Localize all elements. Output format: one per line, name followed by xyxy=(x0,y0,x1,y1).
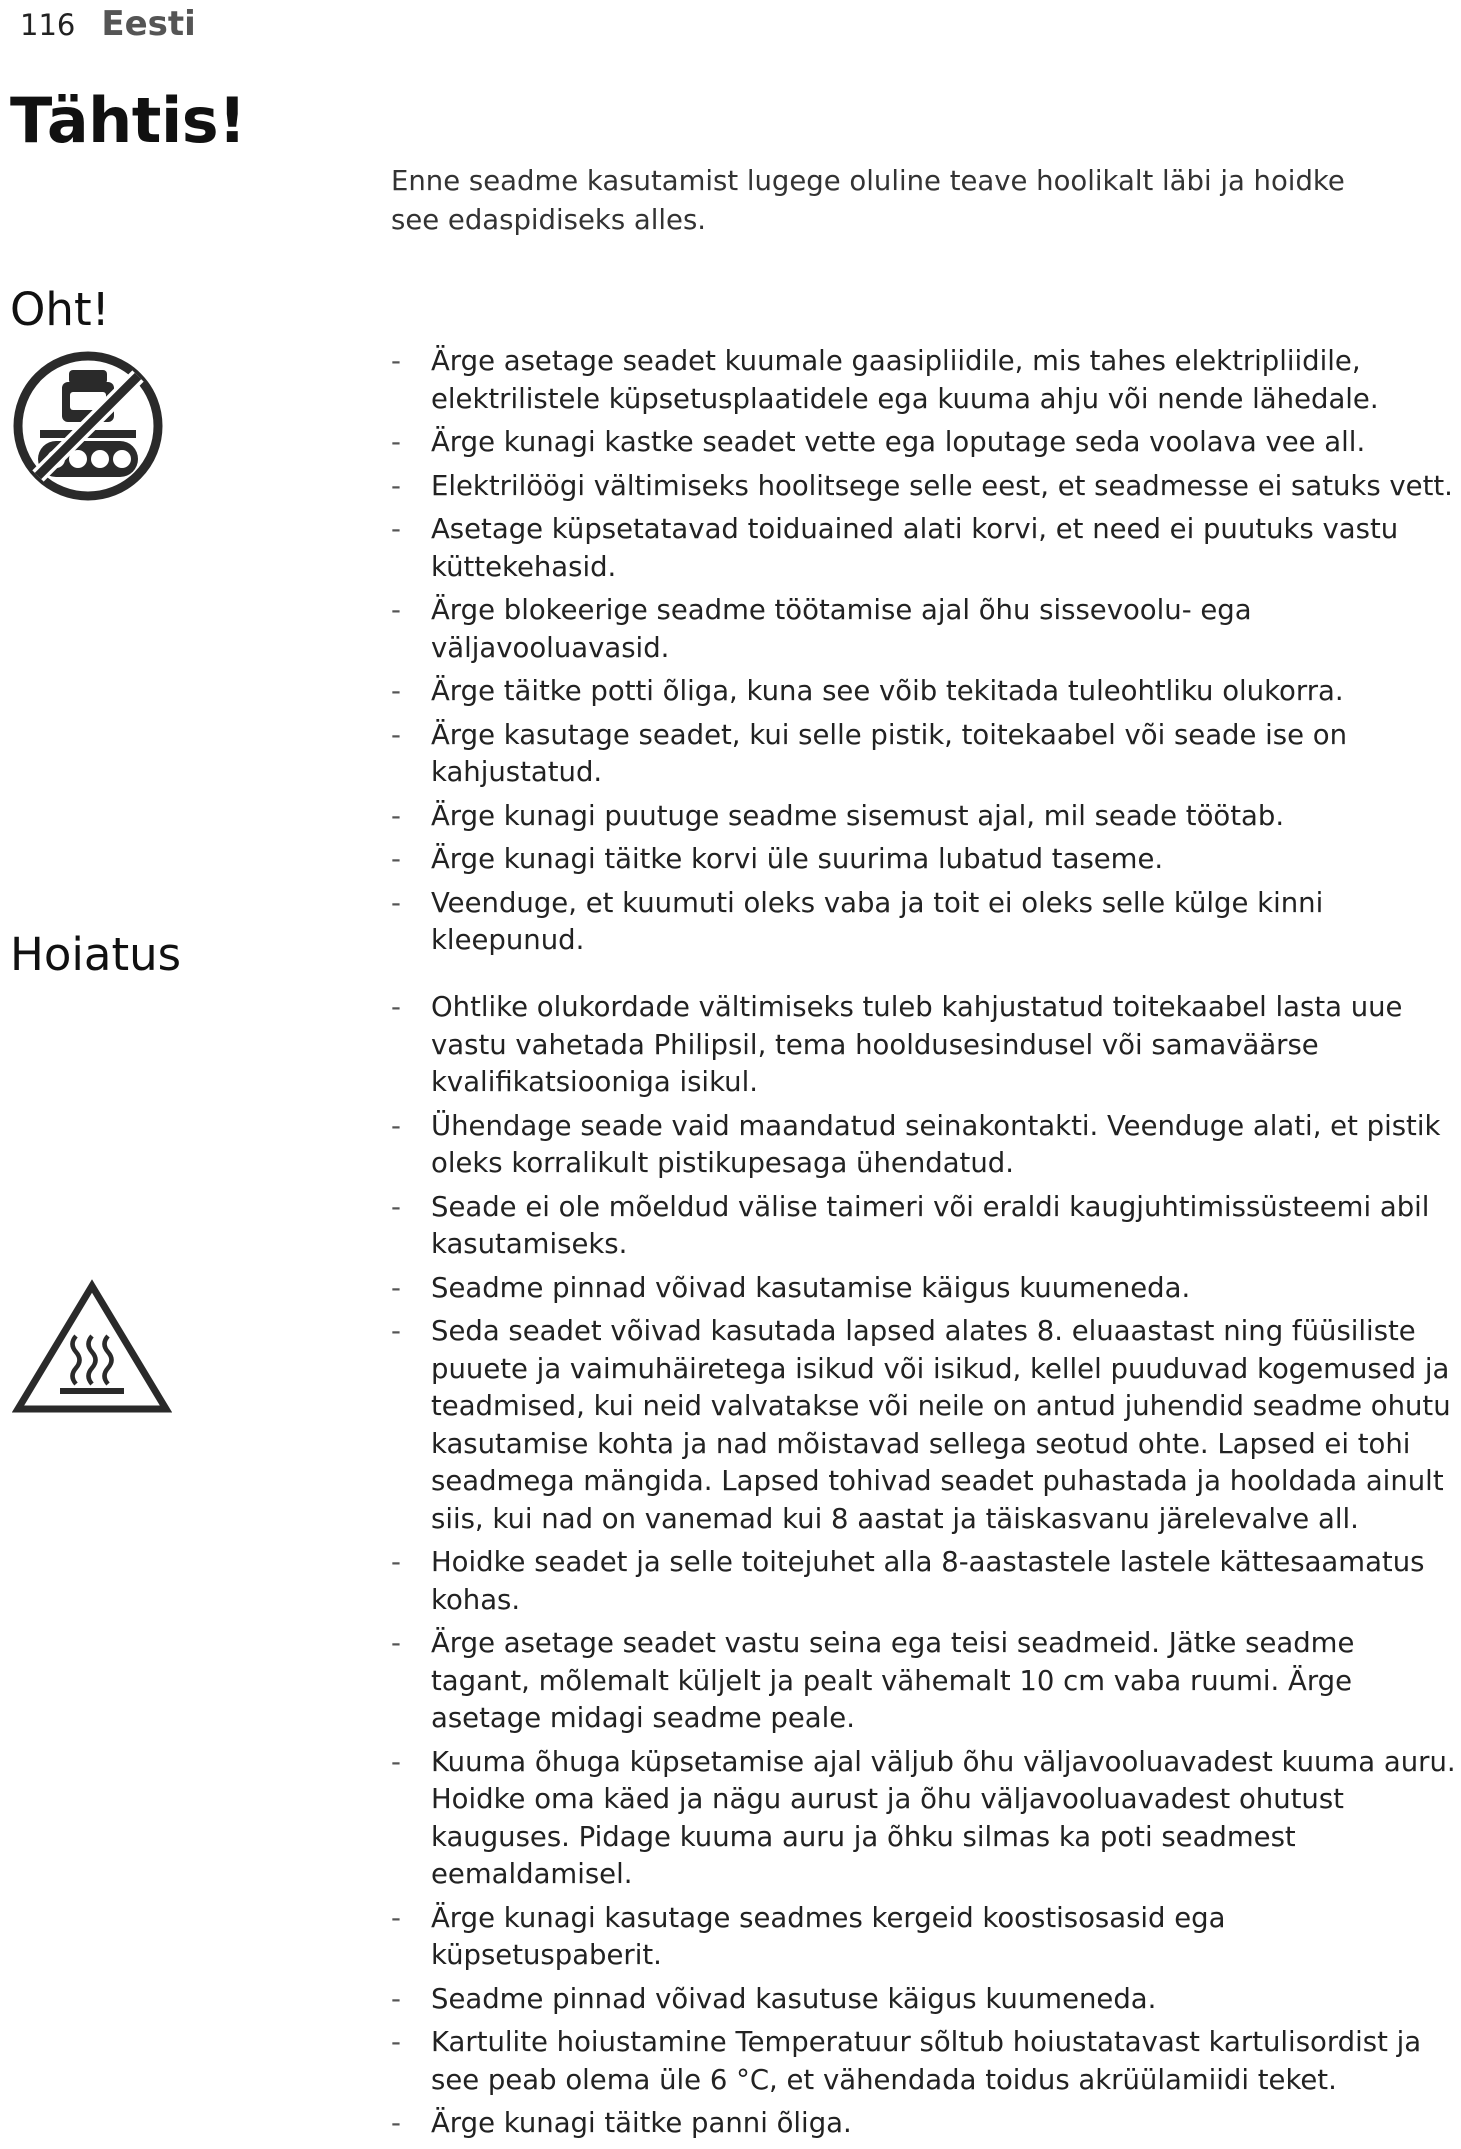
list-item: - Ohtlike olukordade vältimiseks tuleb kahjustatud toitekaabel lasta uue vastu vahetada Philipsil, tema hooldusesindusel või samaväärse kvalifikatsiooniga isikul. xyxy=(391,991,1403,1098)
warning-heading: Hoiatus xyxy=(10,928,182,981)
list-item: - Veenduge, et kuumuti oleks vaba ja toit ei oleks selle külge kinni kleepunud. xyxy=(391,886,1324,956)
list-item: - Ärge kunagi täitke panni õliga. xyxy=(391,2107,852,2139)
danger-list xyxy=(391,343,1461,966)
list-item: - Seade ei ole mõeldud välise taimeri või eraldi kaugjuhtimissüsteemi abil kasutamiseks. xyxy=(391,1190,1430,1260)
list-item: - Ärge asetage seadet kuumale gaasipliidile, mis tahes elektripliidile, elektrilistele küpsetusplaatidele ega kuuma ahju või nende lähedale. xyxy=(391,345,1379,415)
list-item: - Ärge täitke potti õliga, kuna see võib tekitada tuleohtliku olukorra. xyxy=(391,675,1344,707)
list-item: - Ärge asetage seadet vastu seina ega teisi seadmeid. Jätke seadme tagant, mõlemalt küljelt ja pealt vähemalt 10 cm vaba ruumi. Ärge asetage midagi seadme peale. xyxy=(391,1627,1355,1734)
danger-heading: Oht! xyxy=(10,283,110,336)
list-item: - Asetage küpsetatavad toiduained alati korvi, et need ei puutuks vastu küttekehasid. xyxy=(391,513,1399,583)
list-item: - Seda seadet võivad kasutada lapsed alates 8. eluaastast ning füüsiliste puuete ja vaimuhäiretega isikud või isikud, kellel puuduvad kogemused ja teadmised, kui neid valvatakse või neile on antud juhendid seadme ohutu kasutamise kohta ja nad mõistavad sellega seotud ohte. Lapsed ei tohi seadmega mängida. Lapsed tohivad seadet puhastada ja hooldada ainult siis, kui nad on vanemad kui 8 aastat ja täiskasvanu järelevalve all. xyxy=(391,1315,1451,1535)
list-item: - Kuuma õhuga küpsetamise ajal väljub õhu väljavooluavadest kuuma auru. Hoidke oma käed ja nägu aurust ja õhu väljavooluavadest ohutust kauguses. Pidage kuuma auru ja õhku silmas ka poti seadmest eemaldamisel. xyxy=(391,1745,1456,1890)
list-item: - Kartulite hoiustamine Temperatuur sõltub hoiustatavast kartulisordist ja see peab olema üle 6 °C, et vähendada toidus akrüülamiidi teket. xyxy=(391,2026,1422,2096)
page-header xyxy=(20,4,196,44)
hot-surface-warning-icon xyxy=(12,1278,172,1415)
list-item: - Seadme pinnad võivad kasutamise käigus kuumeneda. xyxy=(391,1271,1191,1304)
page-number: 116 xyxy=(20,8,76,42)
list-item: - Ärge blokeerige seadme töötamise ajal õhu sissevoolu- ega väljavooluavasid. xyxy=(391,594,1252,664)
warning-list xyxy=(391,989,1461,2149)
list-item: - Ärge kunagi kasutage seadmes kergeid koostisosasid ega küpsetuspaberit. xyxy=(391,1901,1226,1971)
page-title: Tähtis! xyxy=(10,84,246,157)
list-item: - Ärge kunagi puutuge seadme sisemust ajal, mil seade töötab. xyxy=(391,799,1285,832)
intro-text: Enne seadme kasutamist lugege oluline teave hoolikalt läbi ja hoidke see edaspidiseks alles. xyxy=(391,165,1345,236)
list-item: - Ärge kasutage seadet, kui selle pistik, toitekaabel või seade ise on kahjustatud. xyxy=(391,718,1348,788)
list-item: - Seadme pinnad võivad kasutuse käigus kuumeneda. xyxy=(391,1982,1157,2015)
list-item: - Ärge kunagi kastke seadet vette ega loputage seda voolava vee all. xyxy=(391,426,1366,458)
list-item: - Ühendage seade vaid maandatud seinakontakti. Veenduge alati, et pistik oleks korralikult pistikupesaga ühendatud. xyxy=(391,1109,1441,1179)
list-item: - Hoidke seadet ja selle toitejuhet alla 8-aastastele lastele kättesaamatus kohas. xyxy=(391,1546,1425,1616)
list-item: - Elektrilöögi vältimiseks hoolitsege selle eest, et seadmesse ei satuks vett. xyxy=(391,469,1453,502)
list-item: - Ärge kunagi täitke korvi üle suurima lubatud taseme. xyxy=(391,843,1164,875)
page-language: Eesti xyxy=(101,4,196,44)
no-immersion-icon xyxy=(10,348,166,504)
